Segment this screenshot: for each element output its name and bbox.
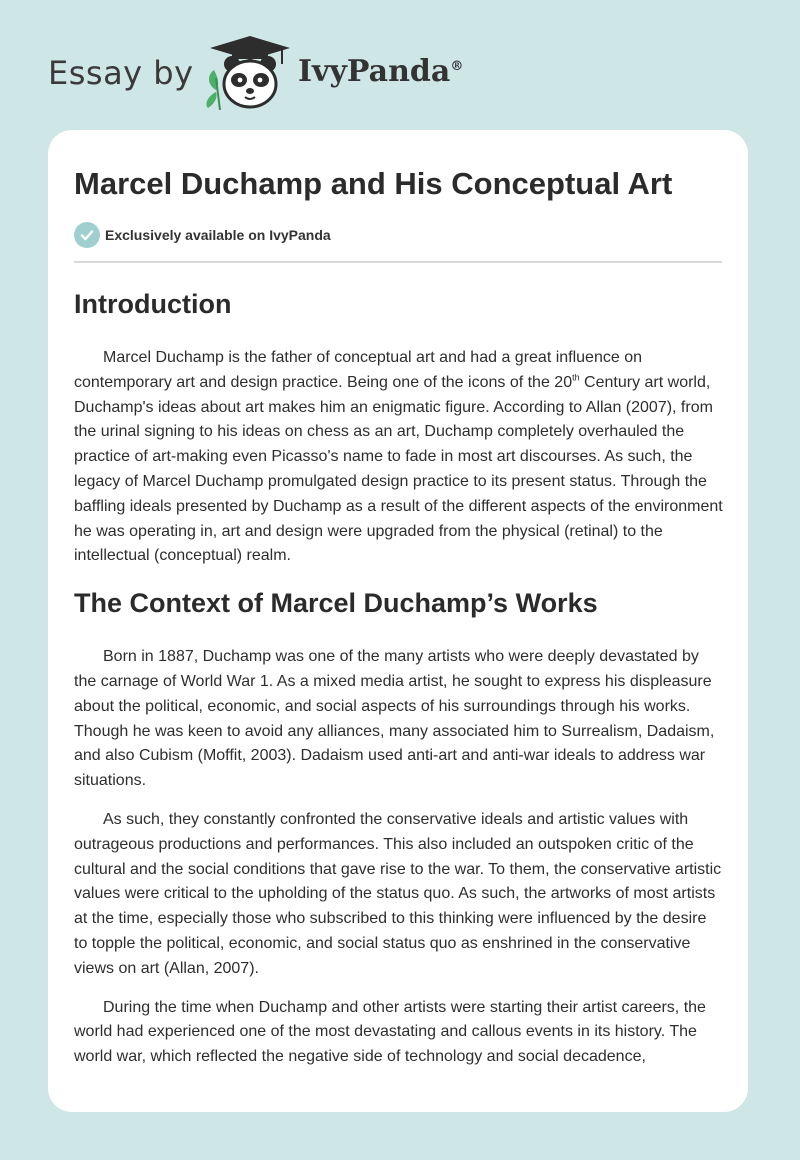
paragraph-text: Century art world, Duchamp's ideas about art makes him an enigmatic figure. According to Allan (2007), from the urinal signing to his ideas on chess as an art, Duchamp completely overhauled the practice of art-making even Picasso's name to fade in most art discourses. As such, the legacy of Marcel Duchamp promulgated design practice to its present status. Through the baffling ideals presented by Duchamp as a result of the different aspects of the environment he was operating in, art and design were upgraded from the physical (retinal) to the intellectual (conceptual) realm. bbox=[74, 373, 723, 565]
brand-prefix: Essay by bbox=[48, 54, 194, 92]
section-heading-context: The Context of Marcel Duchamp’s Works bbox=[74, 588, 598, 619]
registered-mark: ® bbox=[450, 59, 464, 74]
paragraph: As such, they constantly confronted the conservative ideals and artistic values with outrageous productions and performances. This also included an outspoken critic of the cultural and the social conditions that gave rise to the war. To them, the conservative artistic values were critical to the upholding of the status quo. As such, the artworks of most artists at the time, especially those who subscribed to this thinking were influenced by the desire to topple the political, economic, and social status quo as enshrined in the conservative views on art (Allan, 2007). bbox=[74, 810, 722, 977]
section-heading-introduction: Introduction bbox=[74, 289, 232, 319]
checkmark-icon bbox=[74, 222, 100, 248]
badge-label: Exclusively available on IvyPanda bbox=[105, 227, 331, 243]
panda-graduate-icon bbox=[202, 34, 292, 110]
essay-body bbox=[74, 280, 724, 1084]
site-brand[interactable] bbox=[48, 32, 548, 112]
paragraph: During the time when Duchamp and other artists were starting their artist careers, the world had experienced one of the most devastating and callous events in its history. The world war, which reflected the negative side of technology and social decadence, bbox=[74, 998, 706, 1066]
paragraph bbox=[74, 346, 724, 569]
brand-name-text: IvyPanda bbox=[298, 54, 451, 89]
essay-title: Marcel Duchamp and His Conceptual Art bbox=[74, 166, 673, 201]
essay-card bbox=[48, 130, 748, 1112]
ordinal-suffix: th bbox=[572, 372, 580, 383]
exclusive-badge bbox=[74, 222, 331, 248]
title-divider bbox=[74, 261, 722, 263]
paragraph-text: Marcel Duchamp is the father of conceptual art and had a great influence on contemporary art and design practice. Being one of the icons of the 20 bbox=[74, 349, 642, 391]
paragraph: Born in 1887, Duchamp was one of the many artists who were deeply devastated by the carnage of World War 1. As a mixed media artist, he sought to express his displeasure about the political, economic, and social aspects of his surroundings through his works. Though he was keen to avoid any alliances, many associated him to Surrealism, Dadaism, and also Cubism (Moffit, 2003). Dadaism used anti-art and anti-war ideals to address war situations. bbox=[74, 648, 715, 790]
brand-name bbox=[298, 54, 463, 89]
